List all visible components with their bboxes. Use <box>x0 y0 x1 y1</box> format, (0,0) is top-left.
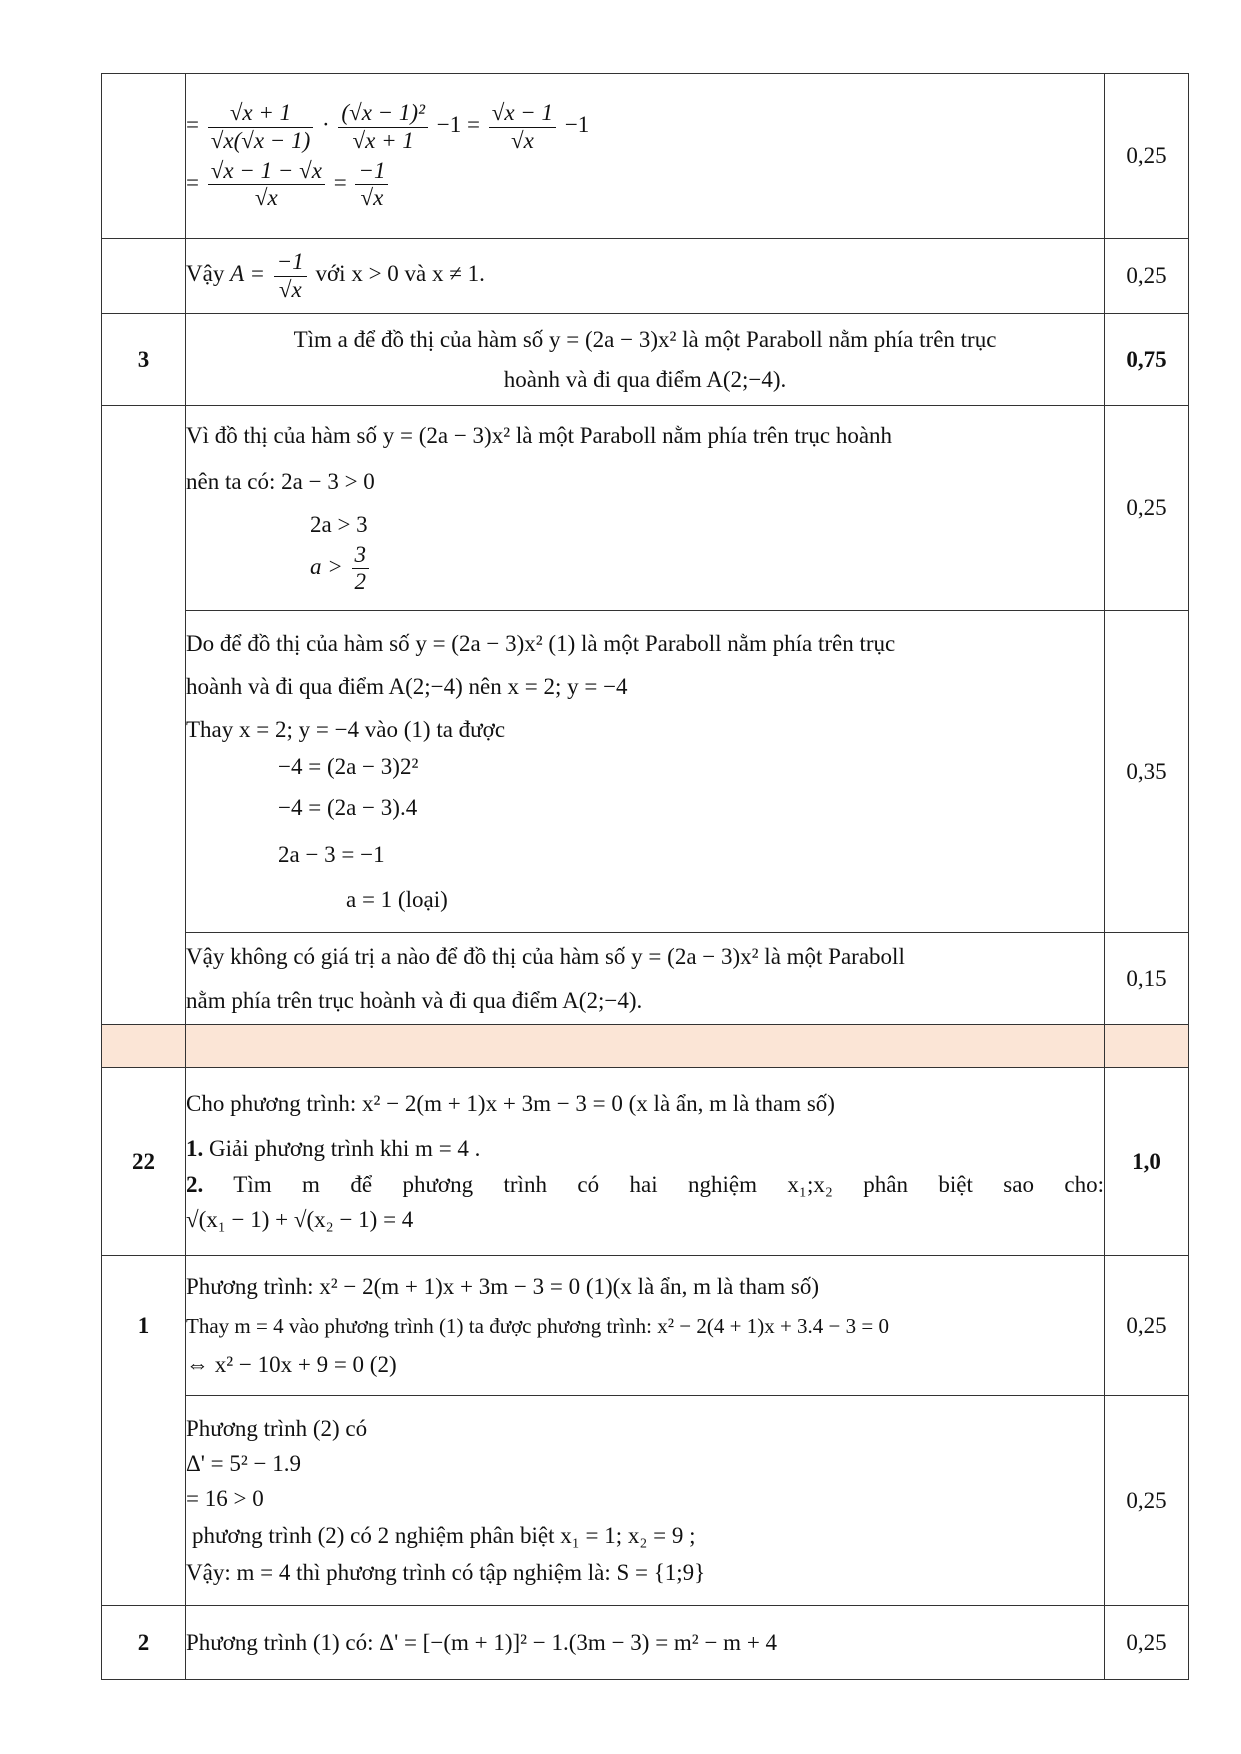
table-row <box>102 1606 1189 1680</box>
shaded-cell <box>1105 1025 1189 1068</box>
answer-key-table <box>101 73 1189 1680</box>
fraction: $\frac{-1}{√x}$ <box>355 158 388 212</box>
solution-cell: Vậy A = $\frac{-1}{√x}$ với x > 0 và x ≠ 1. <box>186 239 1105 314</box>
question-number-cell <box>102 933 186 1025</box>
solution-cell: Phương trình (2) có Δ' = 5² − 1.9 = 16 > 0 phương trình (2) có 2 nghiệm phân biệt x₁ = 1; x₂ = 9 ; Vậy: m = 4 thì phương trình có tập nghiệm là: S = {1;9} <box>186 1396 1105 1606</box>
question-number-cell <box>102 239 186 314</box>
score-cell: 0,25 <box>1105 406 1189 611</box>
solution-cell: Vì đồ thị của hàm số y = (2a − 3)x² là một Paraboll nằm phía trên trục hoành nên ta có: 2a − 3 > 0 2a > 3 a > $\frac{3}{2}$ <box>186 406 1105 611</box>
fraction: $\frac{3}{2}$ <box>352 542 370 596</box>
question-number-cell <box>102 611 186 933</box>
solution-cell: Phương trình: x² − 2(m + 1)x + 3m − 3 = 0 (1)(x là ẩn, m là tham số) Thay m = 4 vào phương trình (1) ta được phương trình: x² − 2(4 + 1)x + 3.4 − 3 = 0 ⇔ x² − 10x + 9 = 0 (2) <box>186 1256 1105 1396</box>
table-row <box>102 314 1189 406</box>
math-line: = $\frac{√x - 1 - √x}{√x}$ = $\frac{-1}{√x}$ <box>186 158 1104 212</box>
solution-cell <box>186 74 1105 239</box>
table-row <box>102 1256 1189 1396</box>
question-number-cell <box>102 406 186 611</box>
fraction: $\frac{√x - 1}{√x}$ <box>489 100 556 154</box>
score-cell: 0,25 <box>1105 1396 1189 1606</box>
table-row <box>102 1068 1189 1256</box>
question-statement: Tìm a để đồ thị của hàm số y = (2a − 3)x² là một Paraboll nằm phía trên trục hoành và đi qua điểm A(2;−4). <box>186 314 1105 406</box>
fraction: $\frac{√x - 1 - √x}{√x}$ <box>208 158 325 212</box>
question-number: 3 <box>102 314 186 406</box>
question-number: 2 <box>102 1606 186 1680</box>
separator-row <box>102 1025 1189 1068</box>
score-cell: 0,25 <box>1105 1606 1189 1680</box>
table-row <box>102 1396 1189 1606</box>
score-cell: 0,75 <box>1105 314 1189 406</box>
grading-sheet <box>101 73 1189 1680</box>
score-cell: 0,35 <box>1105 611 1189 933</box>
question-number: 1 <box>102 1256 186 1396</box>
fraction: $\frac{\text{(√x − 1)²}}{√x + 1}$ <box>338 100 428 154</box>
solution-cell: Vậy không có giá trị a nào để đồ thị của hàm số y = (2a − 3)x² là một Paraboll nằm phía trên trục hoành và đi qua điểm A(2;−4). <box>186 933 1105 1025</box>
fraction: $\frac{√x + 1}{√x(√x - 1)}$ <box>208 100 314 154</box>
question-number-cell <box>102 74 186 239</box>
table-row <box>102 406 1189 611</box>
question-statement: Cho phương trình: x² − 2(m + 1)x + 3m − 3 = 0 (x là ẩn, m là tham số) 1. Giải phương trình khi m = 4 . 2. Tìm m để phương trình có hai nghiệm x₁;x₂ phân biệt sao cho: √(x₁ − 1) + √(x₂ − 1) = 4 <box>186 1068 1105 1256</box>
solution-cell: Phương trình (1) có: Δ' = [−(m + 1)]² − 1.(3m − 3) = m² − m + 4 <box>186 1606 1105 1680</box>
shaded-cell <box>186 1025 1105 1068</box>
table-row <box>102 933 1189 1025</box>
math-line: = $\frac{√x + 1}{√x(√x - 1)}$ · $\frac{\text{(√x − 1)²}}{√x + 1}$ −1 = $\frac{√x - 1}{√x}$ −1 <box>186 100 590 153</box>
table-row <box>102 239 1189 314</box>
question-number-cell <box>102 1396 186 1606</box>
score-cell: 0,25 <box>1105 1256 1189 1396</box>
score-cell: 0,25 <box>1105 239 1189 314</box>
question-number: 22 <box>102 1068 186 1256</box>
fraction: $\frac{-1}{√x}$ <box>274 249 307 303</box>
table-row <box>102 611 1189 933</box>
score-cell: 0,15 <box>1105 933 1189 1025</box>
solution-cell: Do để đồ thị của hàm số y = (2a − 3)x² (1) là một Paraboll nằm phía trên trục hoành và đi qua điểm A(2;−4) nên x = 2; y = −4 Thay x = 2; y = −4 vào (1) ta được −4 = (2a − 3)2² −4 = (2a − 3).4 2a − 3 = −1 a = 1 (loại) <box>186 611 1105 933</box>
table-row <box>102 74 1189 239</box>
score-cell: 1,0 <box>1105 1068 1189 1256</box>
shaded-cell <box>102 1025 186 1068</box>
score-cell: 0,25 <box>1105 74 1189 239</box>
